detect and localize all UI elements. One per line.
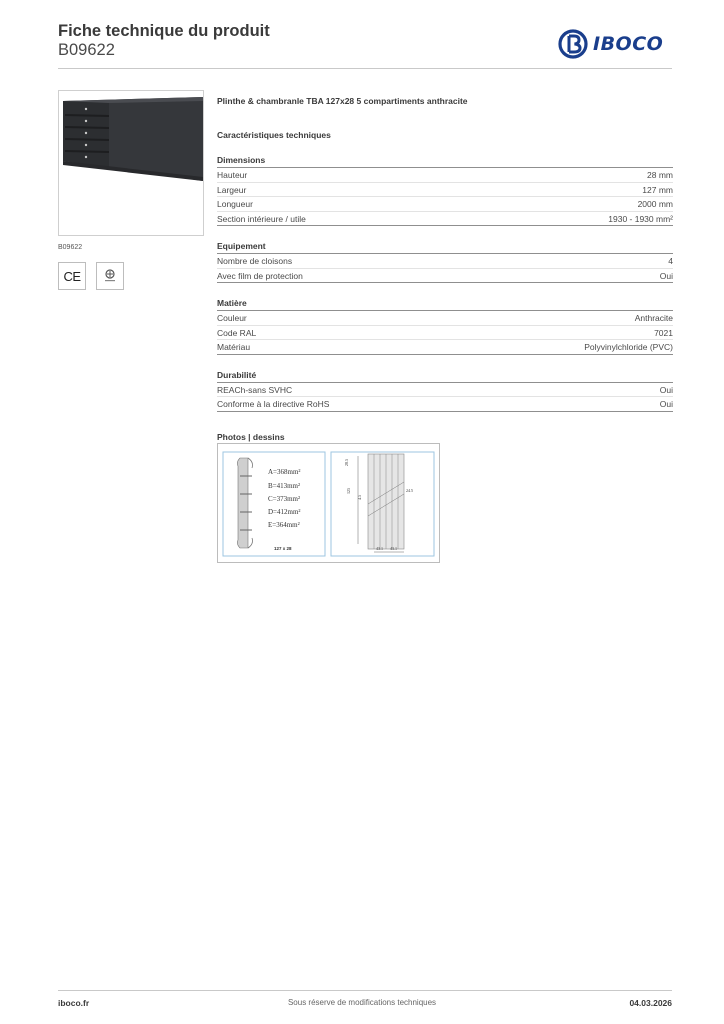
row-value: Polyvinylchloride (PVC) — [584, 342, 673, 352]
footer-notice: Sous réserve de modifications techniques — [287, 998, 437, 1007]
table-row — [217, 397, 673, 412]
iboco-logo-icon — [558, 29, 588, 59]
row-value: Oui — [659, 384, 673, 395]
size-label: 127 x 28 — [274, 546, 292, 551]
footer-date: 04.03.2026 — [629, 998, 672, 1008]
product-illustration — [59, 91, 203, 235]
header-divider — [58, 68, 672, 69]
row-value: 7021 — [654, 327, 673, 338]
compartment-e-label: E=364mm² — [268, 521, 300, 529]
table-row — [217, 168, 673, 183]
footer-divider — [58, 990, 672, 991]
row-value: 28 mm — [647, 170, 673, 180]
row-value: Oui — [659, 270, 673, 281]
row-label: Section intérieure / utile — [217, 213, 306, 224]
table-row — [217, 269, 673, 284]
row-label: Hauteur — [217, 170, 248, 180]
row-label: REACh-sans SVHC — [217, 384, 293, 395]
row-label: Longueur — [217, 199, 253, 209]
durability-section — [217, 370, 673, 412]
table-row — [217, 383, 673, 398]
technical-heading: Caractéristiques techniques — [217, 130, 331, 140]
compartment-a-label: A=368mm² — [268, 468, 301, 476]
row-value: 2000 mm — [637, 199, 673, 209]
material-section — [217, 298, 673, 355]
row-label: Nombre de cloisons — [217, 256, 293, 266]
certification-seal-icon — [99, 265, 121, 287]
drawing-canvas — [218, 444, 439, 562]
table-row — [217, 183, 673, 198]
logo-text: IBOCO — [593, 33, 664, 55]
table-row — [217, 340, 673, 355]
dimension-bottom-right-label: 43.1 — [390, 546, 397, 551]
table-row — [217, 326, 673, 341]
iboco-logo — [558, 28, 674, 60]
product-image — [58, 90, 204, 236]
photos-title: Photos | dessins — [217, 431, 285, 442]
document-title: Fiche technique du produit — [58, 22, 270, 40]
dimensions-section — [217, 155, 673, 226]
ce-mark: CE — [63, 268, 81, 284]
section-title: Matière — [217, 298, 673, 311]
section-title: Dimensions — [217, 155, 673, 168]
row-label: Matériau — [217, 342, 251, 352]
row-label: Conforme à la directive RoHS — [217, 399, 330, 409]
product-name: Plinthe & chambranle TBA 127x28 5 compartiments anthracite — [217, 96, 468, 106]
row-value: 127 mm — [642, 184, 673, 195]
footer-website[interactable]: iboco.fr — [58, 998, 90, 1008]
technical-drawing — [217, 443, 440, 563]
row-value: 4 — [668, 256, 673, 266]
row-label: Code RAL — [217, 327, 257, 338]
dimension-bottom-left-label: 43.1 — [376, 546, 383, 551]
page-header — [58, 22, 270, 60]
row-value: 1930 - 1930 mm² — [608, 213, 673, 224]
row-label: Largeur — [217, 184, 247, 195]
row-value: Oui — [659, 399, 673, 409]
certification-badge — [96, 262, 124, 290]
table-row — [217, 212, 673, 227]
section-title: Durabilité — [217, 370, 673, 383]
dimension-top-label: 28.5 — [344, 459, 349, 466]
table-row — [217, 254, 673, 269]
product-code: B09622 — [58, 41, 115, 59]
dimension-inner-label: 4.5 — [357, 495, 362, 500]
compartment-d-label: D=412mm² — [268, 508, 301, 516]
compartment-b-label: B=413mm² — [268, 482, 301, 490]
row-label: Avec film de protection — [217, 270, 303, 281]
table-row — [217, 311, 673, 326]
section-title: Equipement — [217, 241, 673, 254]
ce-certification-badge — [58, 262, 86, 290]
dimension-height-label: 125 — [346, 488, 351, 494]
table-row — [217, 197, 673, 212]
image-caption: B09622 — [58, 244, 83, 251]
dimension-diagonal-label: 24.5 — [406, 488, 413, 493]
row-value: Anthracite — [634, 313, 673, 323]
equipment-section — [217, 241, 673, 283]
compartment-c-label: C=373mm² — [268, 495, 301, 503]
row-label: Couleur — [217, 313, 247, 323]
product-details — [217, 96, 673, 442]
